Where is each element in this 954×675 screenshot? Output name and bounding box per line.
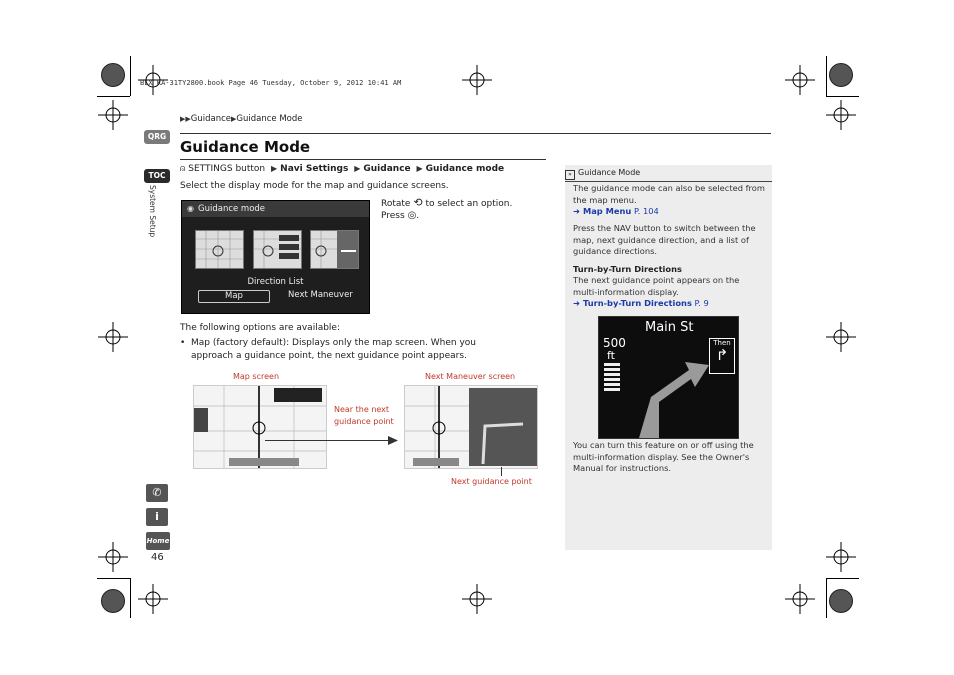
voice-command-icon[interactable]: ✆ <box>146 484 168 502</box>
print-header: BLX_KA-31TY2800.book Page 46 Tuesday, October 9, 2012 10:41 AM <box>140 79 402 87</box>
guidance-arrow-icon <box>599 317 738 438</box>
crosshair-icon <box>462 584 492 614</box>
settings-button-icon: ⍝ <box>180 164 186 174</box>
page-number: 46 <box>151 552 164 563</box>
guidance-mode-screen <box>181 200 370 314</box>
registration-circle-tr <box>829 63 853 87</box>
display-unit: ft <box>607 349 615 362</box>
figure-pointer-line <box>265 440 392 441</box>
path-prefix: SETTINGS button <box>188 164 266 174</box>
sidebar-subhead: Turn-by-Turn Directions <box>573 264 682 274</box>
caption-next-maneuver-screen: Next Maneuver screen <box>425 372 516 381</box>
display-distance: 500 <box>603 336 626 350</box>
next-maneuver-screen-image <box>404 385 538 469</box>
mode-thumb-list[interactable] <box>253 230 302 269</box>
crosshair-icon <box>98 322 128 352</box>
breadcrumb-arrow-icon: ▶ <box>231 115 237 123</box>
home-icon[interactable]: Home <box>146 532 170 550</box>
screen-header: Guidance mode <box>198 204 266 214</box>
multi-info-display <box>598 316 739 439</box>
toc-tab[interactable]: TOC <box>144 169 170 183</box>
path-arrow-icon: ▶ <box>416 164 423 173</box>
next-guidance-pointer <box>501 467 502 476</box>
crosshair-icon <box>826 542 856 572</box>
info-icon[interactable]: i <box>146 508 168 526</box>
link-arrow-icon: ➜ <box>573 206 580 216</box>
crosshair-icon <box>785 584 815 614</box>
crosshair-icon <box>98 100 128 130</box>
breadcrumb-guidance[interactable]: Guidance <box>190 114 232 124</box>
path-arrow-icon: ▶ <box>354 164 361 173</box>
rotate-label: Rotate <box>381 199 411 209</box>
next-maneuver-option[interactable]: Next Maneuver <box>288 290 353 300</box>
turn-right-icon: ↱ <box>715 346 729 364</box>
rotate-knob-icon: ⟲ <box>413 196 423 209</box>
settings-path <box>180 164 504 174</box>
path-guidance-mode: Guidance mode <box>425 164 505 174</box>
bullet-map <box>180 337 520 363</box>
crosshair-icon <box>462 65 492 95</box>
crosshair-icon <box>826 100 856 130</box>
registration-circle-br <box>829 589 853 613</box>
registration-circle-bl <box>101 589 125 613</box>
bullet-map-text: (factory default): Displays only the map screen. When you approach a guidance point, the next guidance point appears. <box>191 338 477 361</box>
intro-text: Select the display mode for the map and guidance screens. <box>180 181 449 191</box>
bullet-dot: • <box>180 338 186 348</box>
crosshair-icon <box>138 584 168 614</box>
caption-guidance-point: guidance point <box>334 417 394 426</box>
title-rule <box>180 159 546 160</box>
mode-thumb-next-maneuver[interactable] <box>310 230 359 269</box>
crosshair-icon <box>785 65 815 95</box>
section-label: System Setup <box>148 185 157 238</box>
press-label: Press <box>381 211 405 221</box>
breadcrumb <box>180 114 303 124</box>
breadcrumb-arrow-icon: ▶▶ <box>180 115 191 123</box>
then-label: Then <box>713 339 731 347</box>
crosshair-icon <box>98 542 128 572</box>
back-icon: ◉ <box>187 204 194 213</box>
crosshair-icon <box>826 322 856 352</box>
caption-map-screen: Map screen <box>233 372 280 381</box>
sidebar-header: » Guidance Mode <box>565 165 772 182</box>
sidebar-p3: The next guidance point appears on the multi-information display. <box>573 275 740 297</box>
display-street: Main St <box>645 320 694 335</box>
direction-list-option[interactable]: Direction List <box>247 277 304 287</box>
rotate-text: to select an option. <box>425 199 513 209</box>
bullet-map-term: Map <box>191 338 210 348</box>
figure-arrow-icon <box>388 436 398 445</box>
page-title: Guidance Mode <box>180 138 311 156</box>
map-option-button[interactable]: Map <box>198 290 270 303</box>
header-rule <box>180 133 771 134</box>
registration-circle-tl <box>101 63 125 87</box>
mode-thumb-map[interactable] <box>195 230 244 269</box>
map-screen-image <box>193 385 327 469</box>
link-arrow-icon: ➜ <box>573 298 580 308</box>
sidebar-link-map-menu[interactable]: ➜ Map Menu P. 104 <box>573 206 659 216</box>
options-intro: The following options are available: <box>180 323 341 333</box>
qrg-tab[interactable]: QRG <box>144 130 170 144</box>
path-arrow-icon: ▶ <box>271 164 278 173</box>
note-icon: » <box>565 170 575 180</box>
press-instruction: Press ◎. <box>381 210 420 221</box>
caption-near-next: Near the next <box>334 405 390 414</box>
press-knob-icon: ◎ <box>407 210 417 221</box>
path-guidance: Guidance <box>363 164 411 174</box>
path-navi-settings: Navi Settings <box>280 164 349 174</box>
sidebar-p2: Press the NAV button to switch between the map, next guidance direction, and a list of guidance directions. <box>573 223 756 256</box>
breadcrumb-current: Guidance Mode <box>236 114 303 124</box>
sidebar-p1: The guidance mode can also be selected from the map menu. <box>573 183 765 205</box>
sidebar-p4: You can turn this feature on or off using the multi-information display. See the Owner's Manual for instructions. <box>573 440 754 473</box>
caption-next-guidance-point: Next guidance point <box>451 477 532 486</box>
sidebar-link-turn-by-turn[interactable]: ➜ Turn-by-Turn Directions P. 9 <box>573 298 709 308</box>
